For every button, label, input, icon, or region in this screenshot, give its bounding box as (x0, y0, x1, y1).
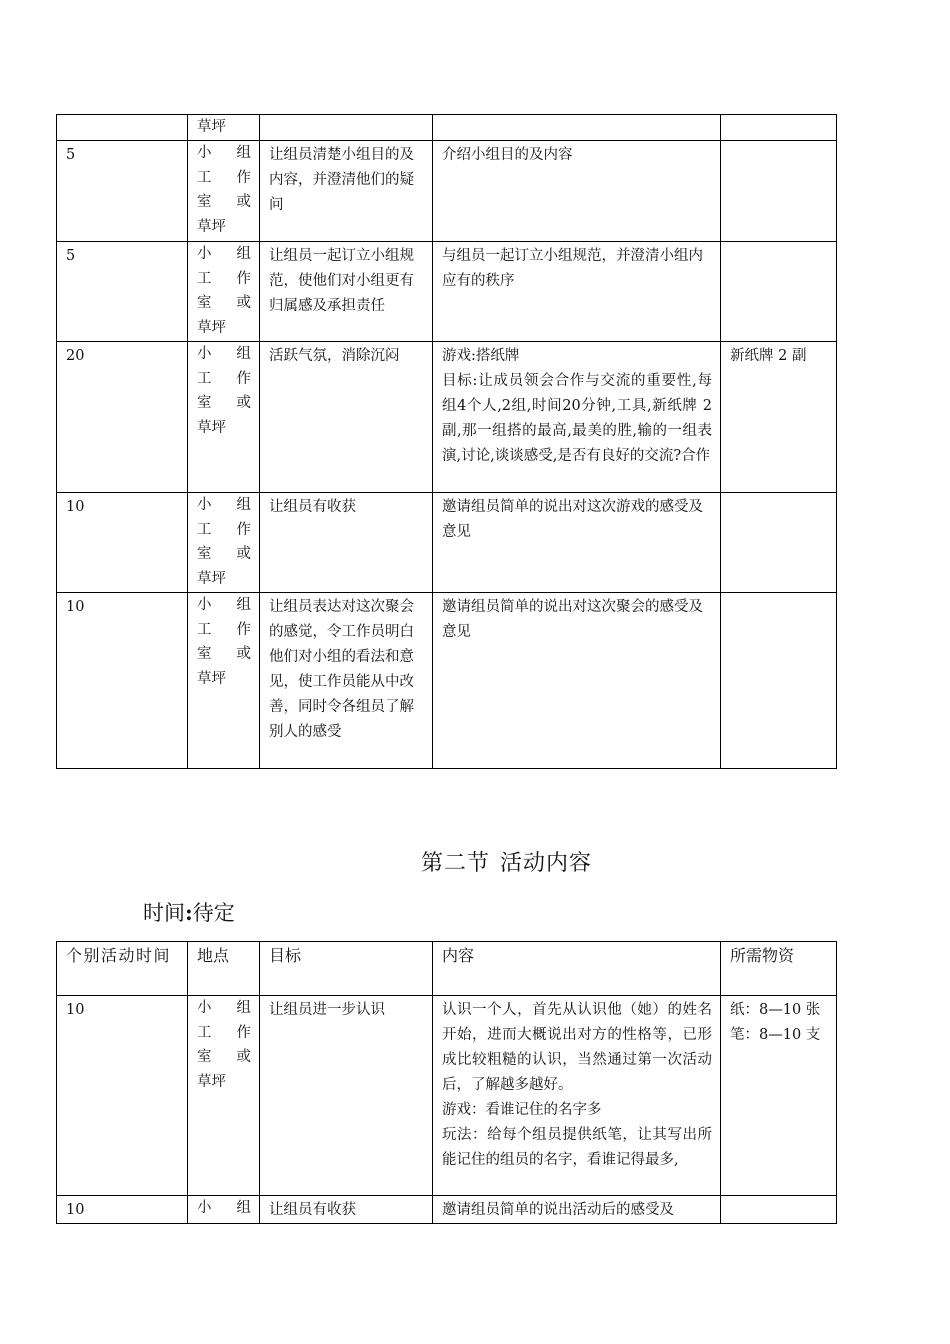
goal-cell: 让组员表达对这次聚会的感觉，令工作员明白他们对小组的看法和意见，使工作员能从中改善，同时令各组员了解别人的感受 (260, 593, 433, 769)
place-cell: 小 组 工 作 室 或 草坪 (188, 342, 260, 493)
table-row (57, 141, 837, 242)
place-cell: 小 组 (188, 1196, 260, 1224)
materials-cell (721, 115, 837, 141)
content-cell: 认识一个人，首先从认识他（她）的姓名开始，进而大概说出对方的性格等，已形成比较粗糙的认识，当然通过第一次活动后，了解越多越好。 游戏：看谁记住的名字多 玩法：给每个组员提供纸笔，让其写出所能记住的组员的名字，看谁记得最多, (433, 996, 721, 1196)
section-title: 活动内容 (500, 851, 593, 876)
content-cell: 邀请组员简单的说出对这次游戏的感受及意见 (433, 493, 721, 593)
content-cell (433, 115, 721, 141)
table-row (57, 996, 837, 1196)
goal-cell: 让组员有收获 (260, 493, 433, 593)
content-cell: 游戏:搭纸牌 目标:让成员领会合作与交流的重要性,每组4个人,2组,时间20分钟,工具,新纸牌 2 副,那一组搭的最高,最美的胜,输的一组表演,讨论,谈谈感受,是否有良好的交流?合作 (433, 342, 721, 493)
header-content: 内容 (433, 942, 721, 996)
time-cell: 5 (57, 242, 188, 342)
place-cell: 小 组 工 作 室 或 草坪 (188, 996, 260, 1196)
place-cell: 小 组 工 作 室 或 草坪 (188, 593, 260, 769)
table-row (57, 115, 837, 141)
goal-cell: 让组员一起订立小组规范，使他们对小组更有归属感及承担责任 (260, 242, 433, 342)
time-label: 时间 (143, 901, 185, 925)
activity-table-2 (56, 941, 837, 1224)
goal-cell: 让组员有收获 (260, 1196, 433, 1224)
goal-cell: 活跃气氛，消除沉闷 (260, 342, 433, 493)
header-time: 个别活动时间 (57, 942, 188, 996)
goal-cell: 让组员清楚小组目的及内容，并澄清他们的疑问 (260, 141, 433, 242)
time-colon: : (185, 900, 193, 925)
place-cell: 小 组 工 作 室 或 草坪 (188, 141, 260, 242)
time-value: 待定 (192, 901, 235, 925)
goal-cell (260, 115, 433, 141)
materials-cell (721, 141, 837, 242)
time-cell: 10 (57, 996, 188, 1196)
section-heading (421, 846, 592, 877)
header-goal: 目标 (260, 942, 433, 996)
header-place: 地点 (188, 942, 260, 996)
materials-cell (721, 593, 837, 769)
materials-cell: 新纸牌 2 副 (721, 342, 837, 493)
time-cell (57, 115, 188, 141)
table-header-row (57, 942, 837, 996)
place-cell: 草坪 (188, 115, 260, 141)
content-cell: 邀请组员简单的说出对这次聚会的感受及意见 (433, 593, 721, 769)
section-number: 第二节 (421, 851, 491, 876)
time-cell: 20 (57, 342, 188, 493)
time-cell: 10 (57, 1196, 188, 1224)
activity-table-1 (56, 114, 837, 769)
materials-cell: 纸：8—10 张 笔：8—10 支 (721, 996, 837, 1196)
time-cell: 10 (57, 493, 188, 593)
materials-cell (721, 1196, 837, 1224)
content-cell: 邀请组员简单的说出活动后的感受及 (433, 1196, 721, 1224)
table-row (57, 242, 837, 342)
table-row (57, 342, 837, 493)
goal-cell: 让组员进一步认识 (260, 996, 433, 1196)
table-row (57, 593, 837, 769)
header-materials: 所需物资 (721, 942, 837, 996)
materials-cell (721, 242, 837, 342)
time-cell: 5 (57, 141, 188, 242)
table-row (57, 493, 837, 593)
time-line (143, 897, 235, 927)
content-cell: 与组员一起订立小组规范，并澄清小组内应有的秩序 (433, 242, 721, 342)
place-cell: 小 组 工 作 室 或 草坪 (188, 242, 260, 342)
content-cell: 介绍小组目的及内容 (433, 141, 721, 242)
time-cell: 10 (57, 593, 188, 769)
place-cell: 小 组 工 作 室 或 草坪 (188, 493, 260, 593)
table-row (57, 1196, 837, 1224)
materials-cell (721, 493, 837, 593)
